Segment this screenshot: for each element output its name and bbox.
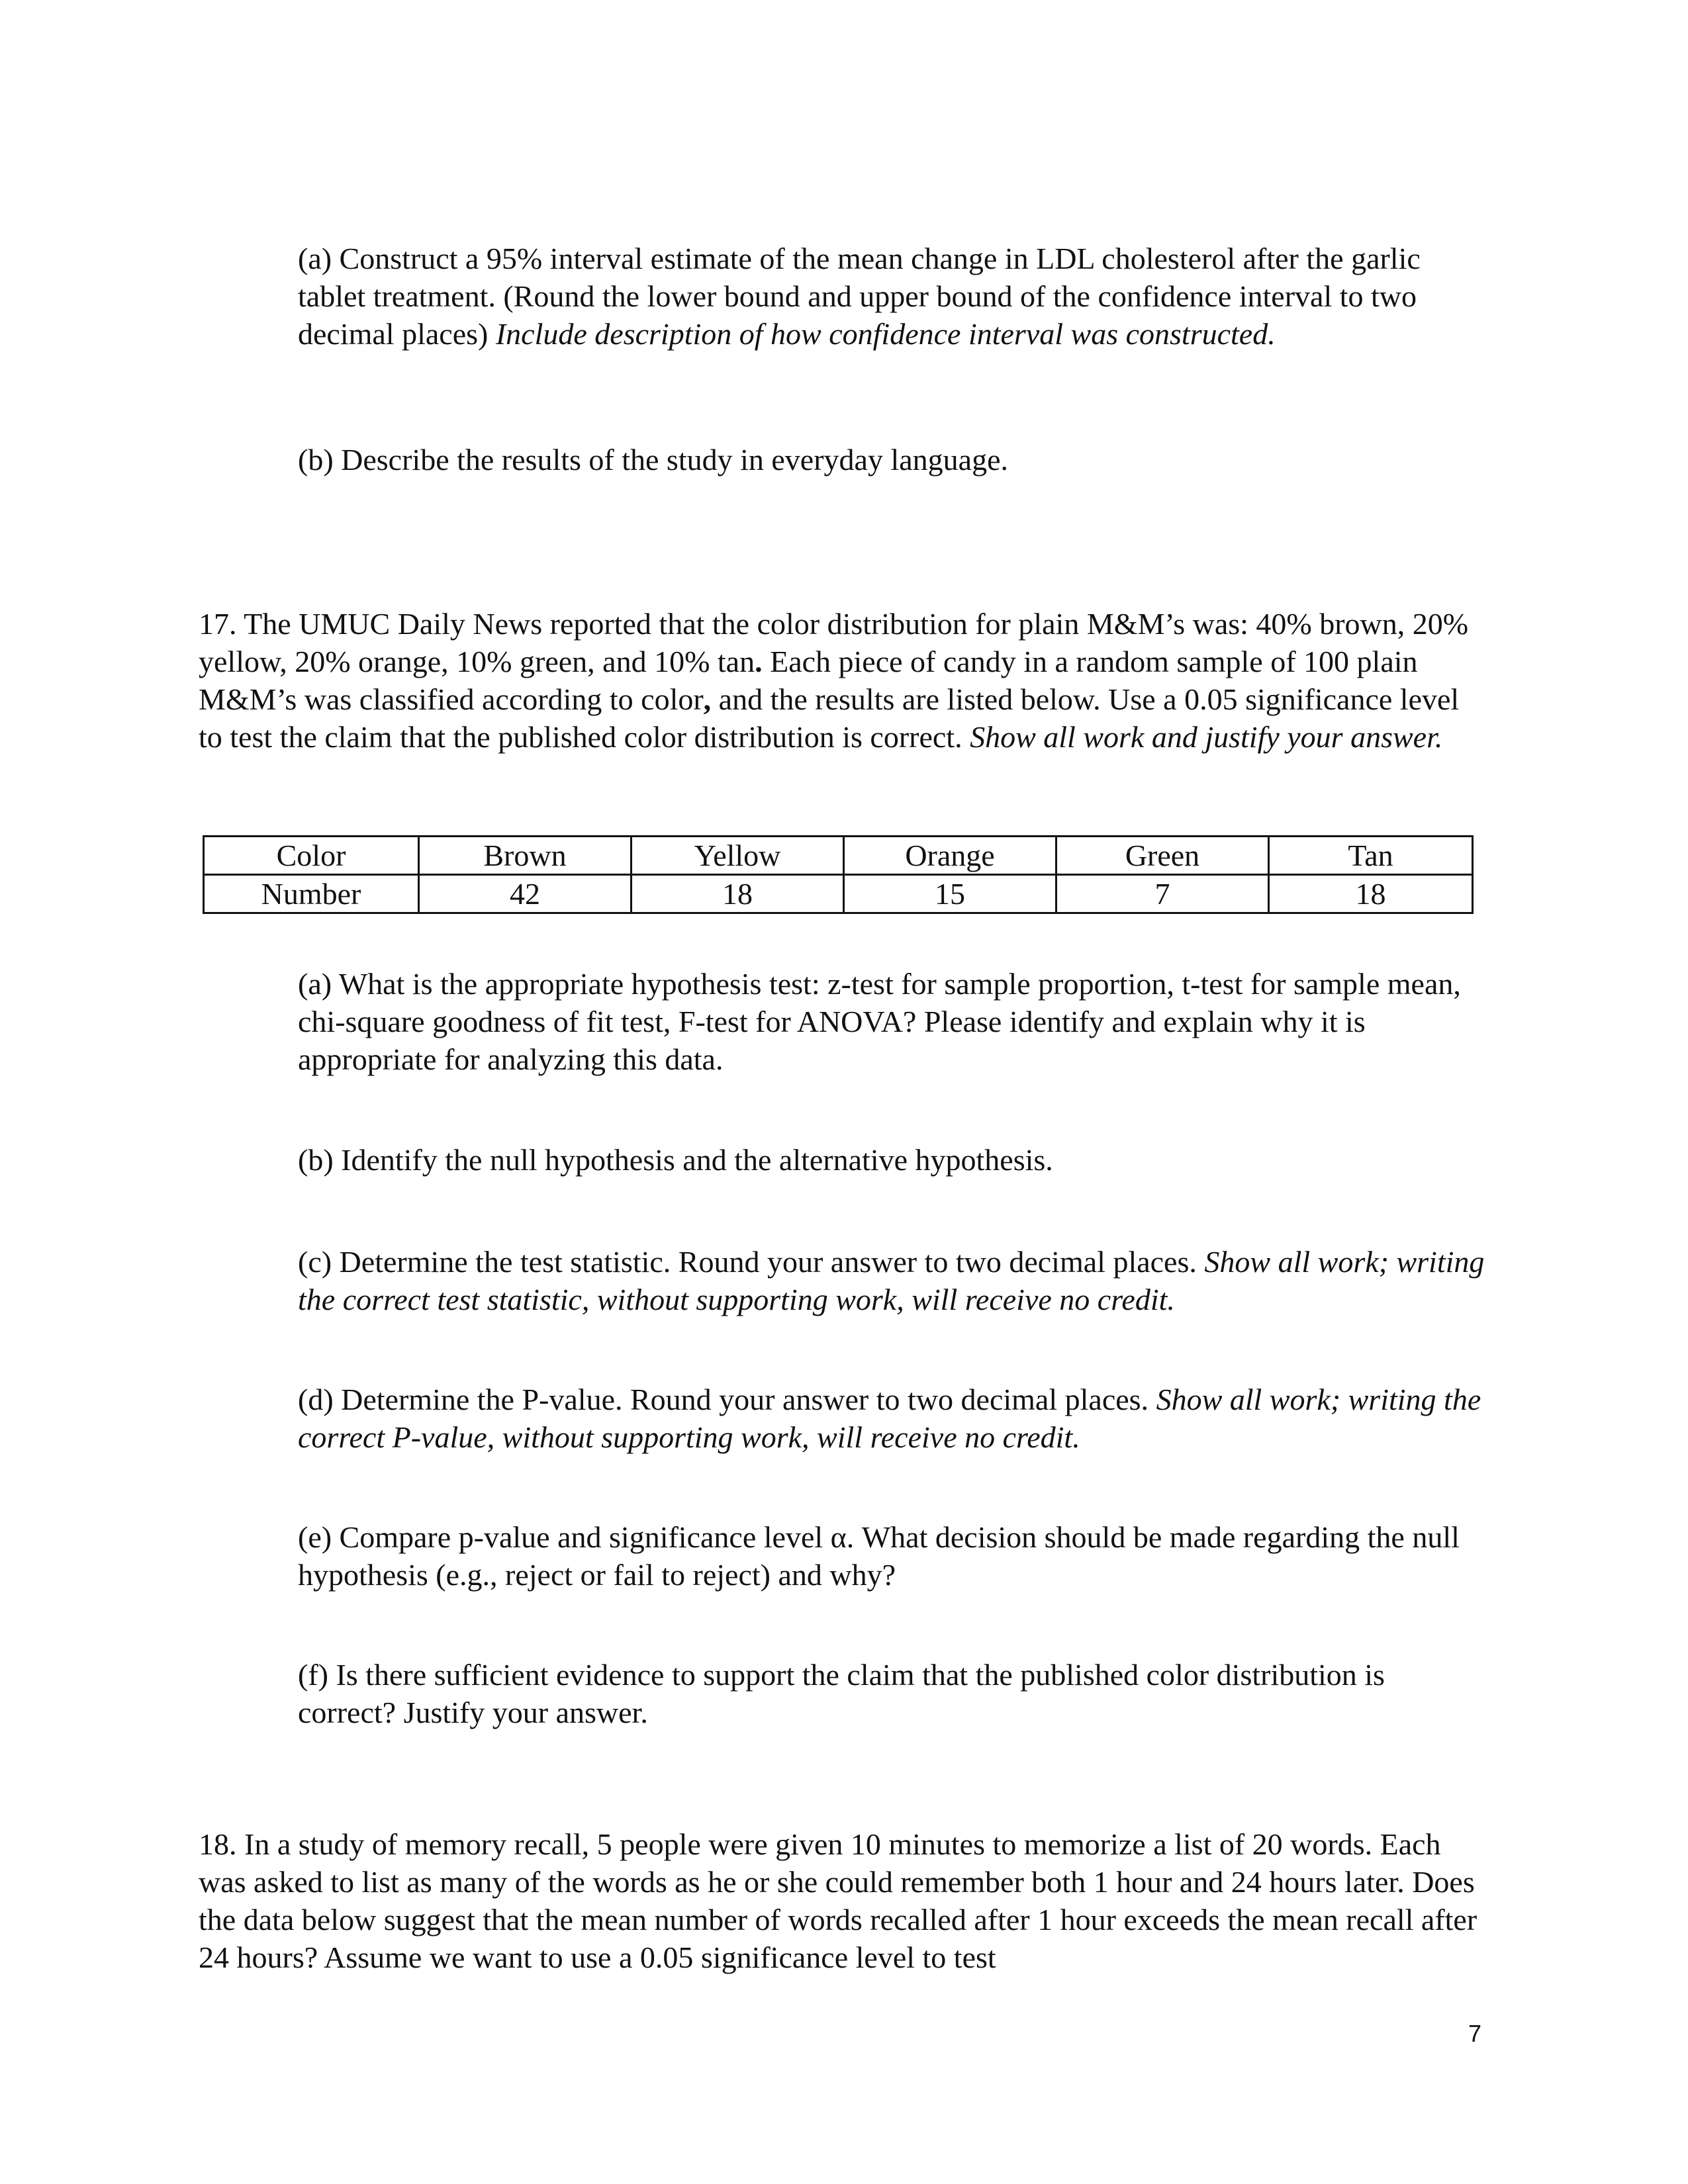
- color-distribution-table: [203, 835, 1474, 914]
- table-cell-color-tan: Tan: [1269, 837, 1473, 875]
- q17-intro-instruction: Show all work and justify your answer.: [970, 720, 1443, 754]
- q17-intro-text-1: 17. The UMUC Daily News reported that the color distribution for plain M&M’s was: 40% brown, 20% yellow, 20% orange, 10% green, and 10% tan: [199, 607, 1469, 678]
- q17-intro-text-3: and the results are listed below. Use a 0.05 significance level to test the claim that the published color distribution is correct.: [199, 682, 1460, 754]
- q17-part-e: (e) Compare p-value and significance level α. What decision should be made regarding the null hypothesis (e.g., reject or fail to reject) and why?: [298, 1520, 1460, 1592]
- q17-part-d-text: (d) Determine the P-value. Round your answer to two decimal places.: [298, 1383, 1156, 1416]
- q17-part-c: [298, 1243, 1489, 1318]
- q16-part-a: [298, 240, 1489, 353]
- q17-intro-comma: ,: [703, 682, 712, 716]
- q17-part-b: (b) Identify the null hypothesis and the alternative hypothesis.: [298, 1143, 1053, 1177]
- q17-intro-text-2: Each piece of candy in a random sample of 100 plain M&M’s was classified according to color: [199, 645, 1418, 716]
- table-cell-color-green: Green: [1056, 837, 1269, 875]
- q16-part-a-text: (a) Construct a 95% interval estimate of the mean change in LDL cholesterol after the garlic tablet treatment. (Round the lower bound and upper bound of the confidence interval to two decimal places): [298, 242, 1421, 351]
- table-cell-count-brown: 42: [419, 875, 632, 913]
- q16-part-b: (b) Describe the results of the study in everyday language.: [298, 443, 1008, 477]
- q17-part-f: (f) Is there sufficient evidence to support the claim that the published color distribution is correct? Justify your answer.: [298, 1658, 1385, 1729]
- q17-part-d-instruction: Show all work; writing the correct P-value, without supporting work, will receive no credit.: [298, 1383, 1481, 1454]
- table-row-number: [204, 875, 1473, 913]
- table-cell-count-tan: 18: [1269, 875, 1473, 913]
- q17-intro: [199, 605, 1489, 756]
- table-cell-count-orange: 15: [844, 875, 1056, 913]
- table-cell-color-yellow: Yellow: [632, 837, 844, 875]
- q17-part-d: [298, 1381, 1489, 1456]
- q17-part-c-instruction: Show all work; writing the correct test statistic, without supporting work, will receive no credit.: [298, 1245, 1485, 1316]
- table-cell-color-label: Color: [204, 837, 419, 875]
- table-cell-count-yellow: 18: [632, 875, 844, 913]
- page-number: 7: [1468, 2020, 1482, 2047]
- table-cell-color-orange: Orange: [844, 837, 1056, 875]
- table-row-color: [204, 837, 1473, 875]
- q18-intro: 18. In a study of memory recall, 5 people were given 10 minutes to memorize a list of 20 words. Each was asked to list as many of the words as he or she could remember both 1 hour and 24 hours later. Does the data below suggest that the mean number of words recalled after 1 hour exceeds the mean recall after 24 hours? Assume we want to use a 0.05 significance level to test: [199, 1827, 1477, 1974]
- table-cell-count-green: 7: [1056, 875, 1269, 913]
- q16-part-a-instruction: Include description of how confidence interval was constructed.: [495, 317, 1276, 351]
- table-cell-number-label: Number: [204, 875, 419, 913]
- q17-part-c-text: (c) Determine the test statistic. Round your answer to two decimal places.: [298, 1245, 1205, 1279]
- q17-intro-period: .: [755, 645, 763, 678]
- q17-part-a: (a) What is the appropriate hypothesis test: z-test for sample proportion, t-test for sample mean, chi-square goodness of fit test, F-test for ANOVA? Please identify and explain why it is appropriate for analyzing this data.: [298, 967, 1461, 1076]
- table-cell-color-brown: Brown: [419, 837, 632, 875]
